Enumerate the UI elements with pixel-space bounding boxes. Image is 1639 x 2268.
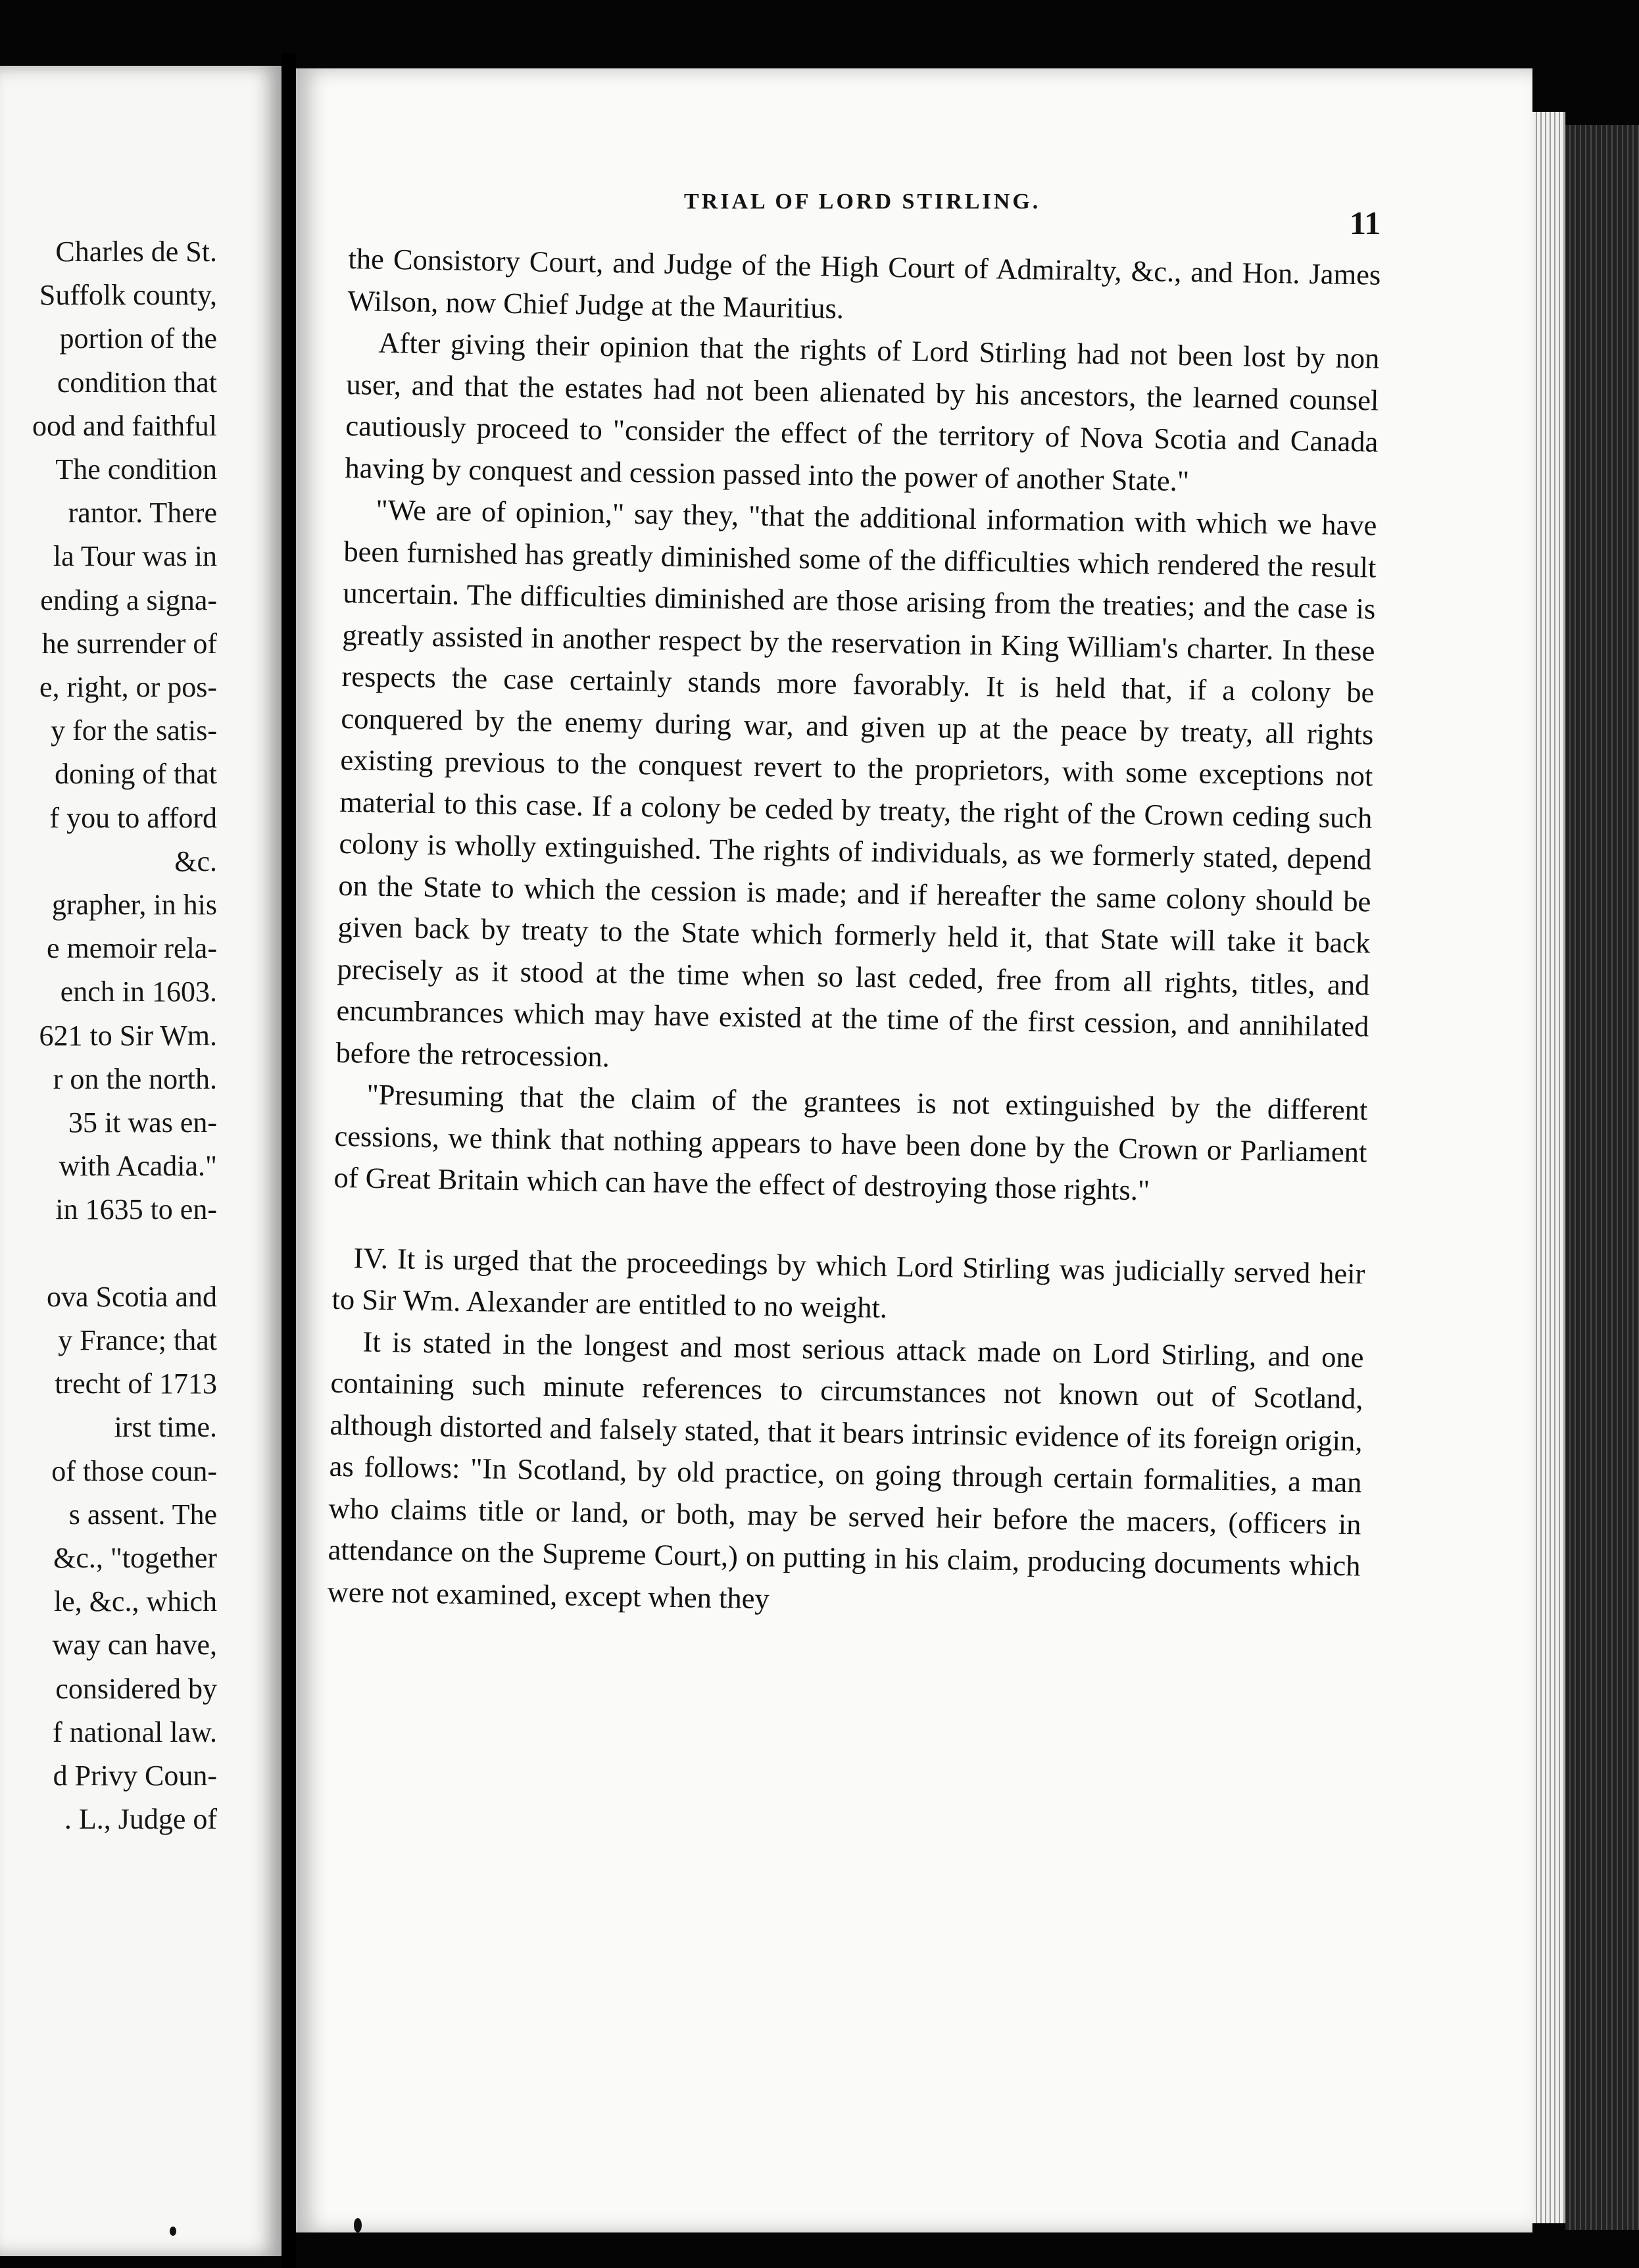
left-page-line: f national law. [52,1715,217,1748]
left-page-line: with Acadia." [59,1150,217,1183]
left-page-line: f you to afford [49,801,217,834]
left-page-line: way can have, [52,1629,217,1662]
ink-speck [354,2218,362,2232]
left-page-line: condition that [57,366,217,399]
left-page-line [0,1232,217,1275]
left-page-line: grapher, in his [51,889,217,922]
left-page [0,66,281,2256]
left-page-line: ending a signa- [40,583,217,616]
left-page-line: d Privy Coun- [53,1760,217,1792]
paragraph-2: After giving their opinion that the rights of Lord Stirling had not been lost by non user, and that the estates had not been alienated by his ancestors, the learned counsel cautiously proceed to "consider the effect of the territory of Nova Scotia and Canada having by conquest and cession passed into the power of another State." [345,326,1380,497]
running-header: TRIAL OF LORD STIRLING. [684,189,1041,214]
ink-speck [170,2227,176,2236]
left-page-line: le, &c., which [53,1585,217,1618]
left-page-line: rantor. There [68,497,217,530]
paragraph-3: "We are of opinion," say they, "that the additional information with which we have been furnished has greatly diminished some of the difficulties which rendered the result uncertain. The difficulties diminished are those arising from the treaties; and the case is greatly assisted in another respect by the reservation in King William's charter. In these respects the case certainly stands more favorably. It is held that, if a colony be conquered by the enemy during war, and given up at the peace by treaty, all rights existing previous to the conquest revert to the proprietors, with some exceptions not material to this case. If a colony be ceded by treaty, the right of the Crown ceding such colony is wholly extinguished. The rights of individuals, as we formerly stated, depend on the State to which the cession is made; and if hereafter the same colony should be given back by treaty to the State which formerly held it, that State will take it back precisely as it stood at the time when so last ceded, free from all rights, titles, and encumbrances which may have existed at the time of the first cession, and annihilated before the retrocession. [335,493,1377,1073]
left-page-line: s assent. The [68,1498,217,1531]
book-cover-edge [1565,125,1639,2230]
left-page-line: ood and faithful [32,409,217,442]
left-page-line: &c., "together [53,1542,217,1575]
paragraph-4: "Presuming that the claim of the grantees is not extinguished by the different cessions, we think that nothing appears to have been done by the Crown or Parliament of Great Britain which can have the effect of destroying those rights." [333,1077,1368,1207]
left-page-line: y for the satis- [51,714,217,747]
left-page-line: &c. [174,845,217,877]
left-page-line: 35 it was en- [68,1106,217,1139]
left-page-line: trecht of 1713 [55,1368,217,1400]
left-page-line: he surrender of [41,627,217,660]
left-page-line: 621 to Sir Wm. [39,1019,217,1052]
left-page-line: y France; that [58,1324,217,1357]
left-page-line: considered by [55,1672,217,1705]
left-page-line: portion of the [59,322,217,355]
left-page-line: Suffolk county, [39,279,217,312]
left-page-line: irst time. [114,1411,217,1444]
left-page-line: doning of that [55,758,217,791]
body-text [327,238,1381,1629]
left-page-line: . L., Judge of [64,1803,217,1836]
left-page-line: The condition [55,453,217,486]
left-page-line: of those coun- [51,1454,217,1487]
paragraph-6: It is stated in the longest and most serious attack made on Lord Stirling, and one containing such minute references to circumstances not known out of Scotland, although distorted and falsely stated, that it bears intrinsic evidence of its foreign origin, as follows: "In Scotland, by old practice, on going through certain formalities, a man who claims title or land, or both, may be served heir before the macers, (officers in attendance on the Supreme Court,) on putting in his claim, producing documents which were not examined, except when they [327,1325,1364,1615]
left-page-line: ench in 1603. [60,975,217,1008]
page-stack-edges [1532,112,1565,2223]
left-page-line: in 1635 to en- [55,1193,217,1226]
left-page-line: r on the north. [53,1062,217,1095]
left-page-text [0,230,217,1842]
left-page-line: la Tour was in [53,540,217,573]
page-number: 11 [1350,205,1381,241]
book-gutter [281,53,296,2268]
left-page-line: ova Scotia and [46,1280,217,1313]
left-page-line: Charles de St. [55,235,217,268]
paragraph-1: the Consistory Court, and Judge of the High Court of Admiralty, &c., and Hon. James Wilson, now Chief Judge at the Mauritius. [347,241,1381,325]
left-page-line: e, right, or pos- [39,671,217,704]
section-iv-heading-paragraph: IV. It is urged that the proceedings by which Lord Stirling was judicially served heir to Sir Wm. Alexander are entitled to no weight. [331,1241,1365,1325]
left-page-line: e memoir rela- [47,932,217,965]
